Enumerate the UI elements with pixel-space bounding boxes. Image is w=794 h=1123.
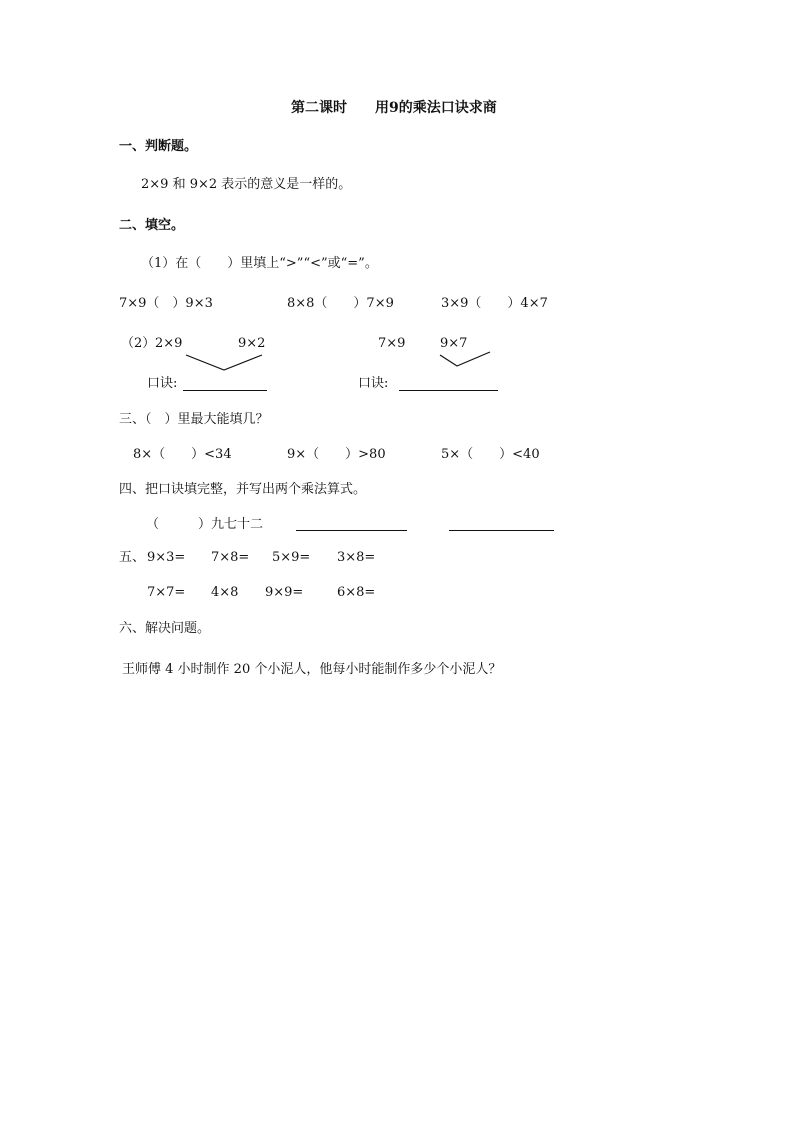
section4-heading: 四、把口诀填完整，并写出两个乘法算式。 [119, 482, 367, 497]
calc-2-3: 9×9= [265, 585, 304, 600]
part1-instruction: （1）在（ ）里填上“>”“<”或“=”。 [141, 256, 378, 271]
section5-prefix: 五、 [119, 550, 146, 565]
group2-right-expression: 9×7 [440, 336, 468, 351]
calc-2-1: 7×7= [147, 585, 186, 600]
mnemonic-label-1: 口诀: [147, 376, 178, 391]
connector-lines-group1 [186, 355, 262, 370]
group1-left-expression: 2×9 [155, 336, 183, 351]
max-fill-item-3: 5×（ ）<40 [441, 447, 540, 462]
page-title: 用9的乘法口诀求商 [375, 100, 497, 116]
section6-heading: 六、解决问题。 [119, 621, 211, 636]
connector-lines-group2 [440, 352, 490, 366]
max-fill-item-1: 8×（ ）<34 [133, 447, 232, 462]
part2-prefix: （2） [121, 336, 156, 351]
equation-blank-1[interactable] [296, 530, 407, 531]
section1-statement: 2×9 和 9×2 表示的意义是一样的。 [141, 177, 352, 192]
comparison-1: 7×9（ ）9×3 [119, 296, 213, 311]
calc-1-3: 5×9= [272, 550, 311, 565]
calc-1-4: 3×8= [337, 550, 376, 565]
mnemonic-fill: （ ）九七十二 [146, 517, 264, 532]
group2-left-expression: 7×9 [378, 336, 406, 351]
mnemonic-blank-1[interactable] [183, 390, 267, 391]
section3-heading: 三、（ ）里最大能填几？ [119, 412, 269, 427]
mnemonic-label-2: 口诀: [358, 376, 389, 391]
comparison-2: 8×8（ ）7×9 [287, 296, 394, 311]
comparison-3: 3×9（ ）4×7 [441, 296, 548, 311]
calc-2-4: 6×8= [337, 585, 376, 600]
section1-heading: 一、判断题。 [119, 139, 198, 154]
word-problem: 王师傅 4 小时制作 20 个小泥人，他每小时能制作多少个小泥人？ [122, 662, 502, 677]
group1-right-expression: 9×2 [238, 336, 266, 351]
calc-2-2: 4×8 [211, 585, 239, 600]
calc-1-2: 7×8= [211, 550, 250, 565]
calc-1-1: 9×3= [147, 550, 186, 565]
max-fill-item-2: 9×（ ）>80 [287, 447, 386, 462]
mnemonic-blank-2[interactable] [399, 390, 498, 391]
lesson-label: 第二课时 [291, 100, 347, 116]
equation-blank-2[interactable] [449, 530, 554, 531]
section2-heading: 二、填空。 [119, 218, 185, 233]
